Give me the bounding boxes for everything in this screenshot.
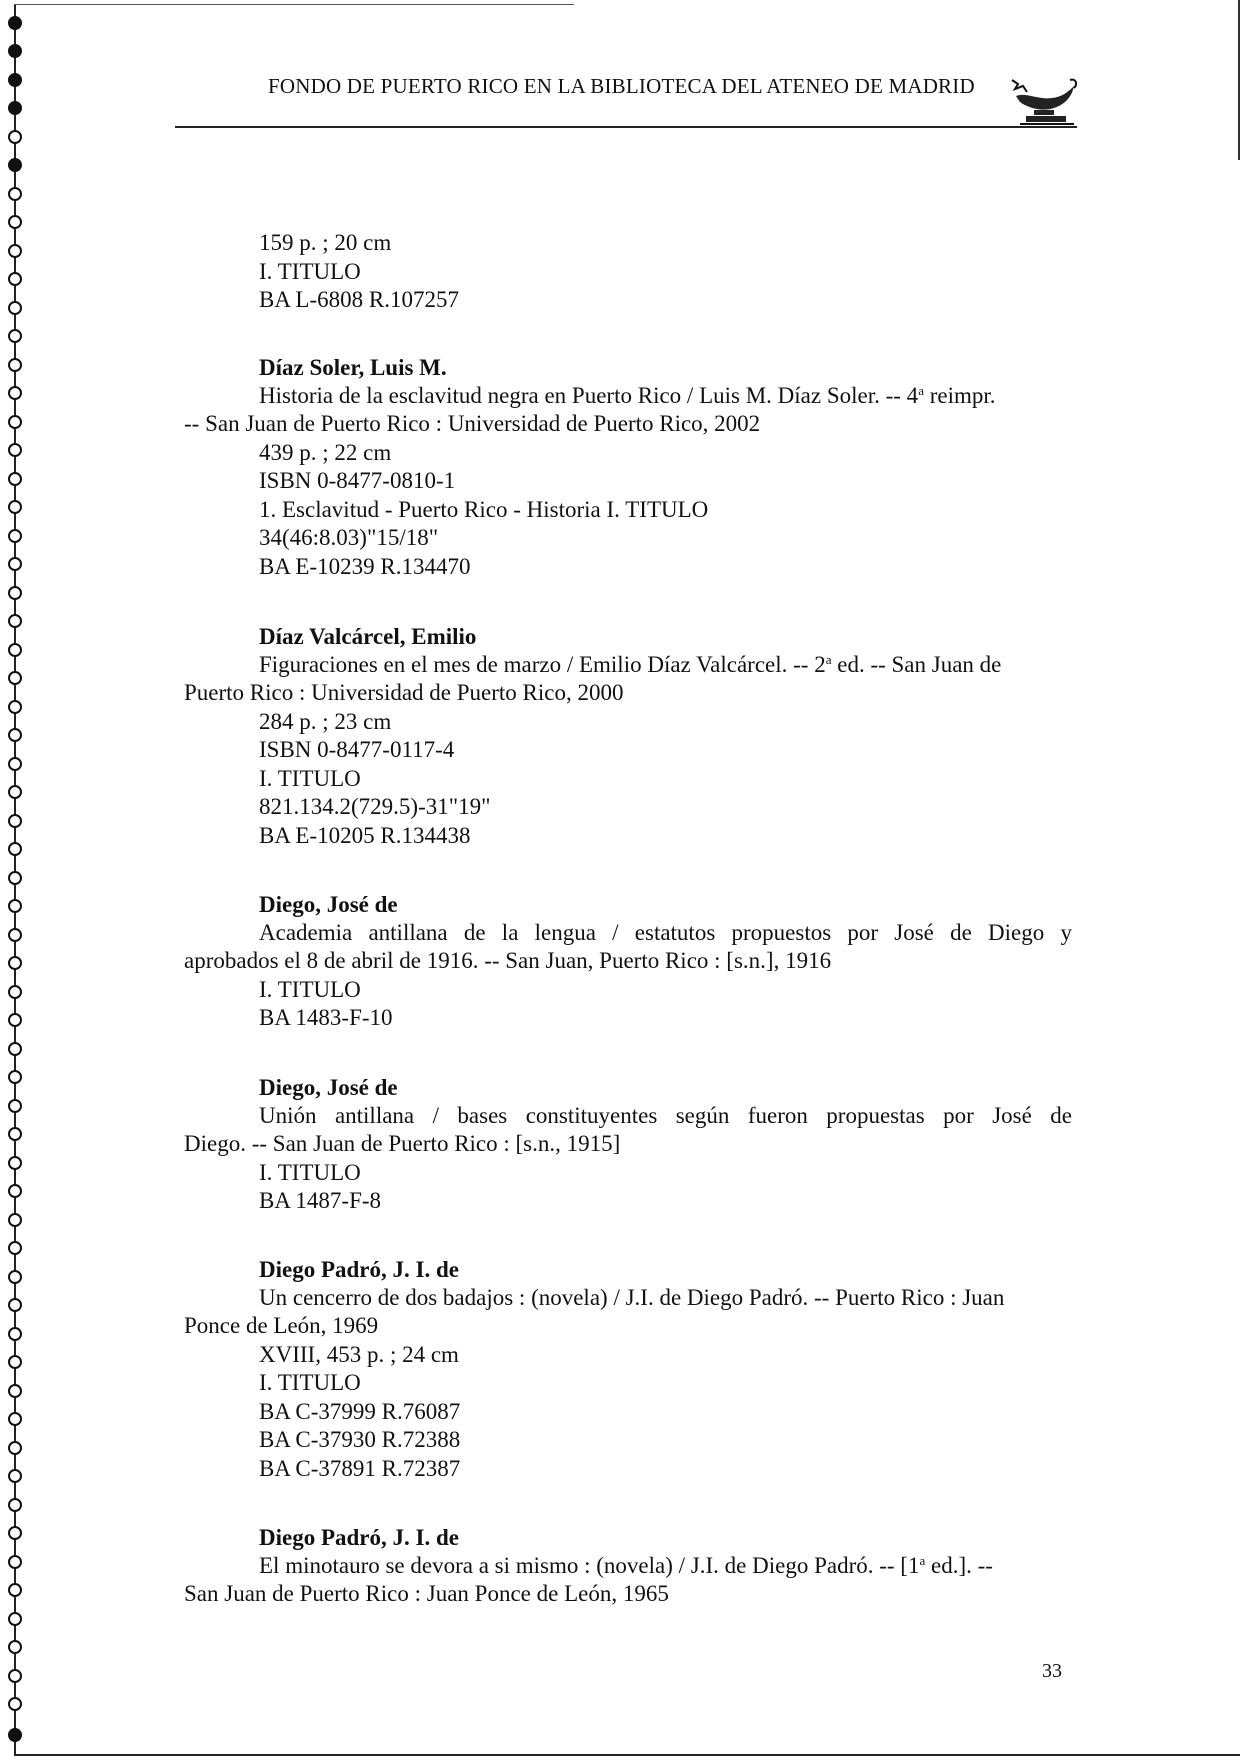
punch-hole	[8, 44, 22, 58]
punch-hole	[8, 1441, 22, 1455]
entry-line: Ponce de León, 1969	[184, 1313, 379, 1338]
punch-hole	[8, 614, 22, 628]
punch-hole	[8, 358, 22, 372]
entry-line: BA C-37891 R.72387	[259, 1456, 461, 1481]
entry-line: I. TITULO	[259, 766, 361, 791]
entry-line: BA E-10205 R.134438	[259, 823, 471, 848]
punch-hole	[8, 1213, 22, 1227]
punch-hole	[8, 728, 22, 742]
entry-line: BA E-10239 R.134470	[259, 554, 471, 579]
punch-hole	[8, 1298, 22, 1312]
header-rule	[175, 126, 1077, 128]
punch-hole	[8, 272, 22, 286]
punch-hole	[8, 500, 22, 514]
punch-hole	[8, 386, 22, 400]
punch-hole	[8, 757, 22, 771]
entry-line: 34(46:8.03)"15/18"	[259, 525, 439, 550]
entry-author: Diego, José de	[259, 892, 398, 917]
entry-line: I. TITULO	[259, 1370, 361, 1395]
punch-hole	[8, 1099, 22, 1113]
entry-line: 821.134.2(729.5)-31"19"	[259, 794, 491, 819]
punch-hole	[8, 16, 22, 30]
punch-hole	[8, 928, 22, 942]
punch-hole	[8, 1127, 22, 1141]
punch-hole	[8, 1270, 22, 1284]
oil-lamp-icon	[1008, 70, 1080, 126]
entry-line: -- San Juan de Puerto Rico : Universidad de Puerto Rico, 2002	[184, 411, 761, 436]
punch-hole	[8, 1640, 22, 1654]
page-frame	[14, 4, 1240, 1756]
punch-hole	[8, 1184, 22, 1198]
punch-hole	[8, 187, 22, 201]
entry-author: Diego Padró, J. I. de	[259, 1525, 459, 1550]
punch-hole	[8, 871, 22, 885]
punch-hole	[8, 1612, 22, 1626]
entry-author: Diego, José de	[259, 1075, 398, 1100]
entry-line: 284 p. ; 23 cm	[259, 709, 392, 734]
page-number: 33	[1042, 1660, 1062, 1682]
punch-hole	[8, 1013, 22, 1027]
punch-hole	[8, 215, 22, 229]
punch-hole	[8, 1583, 22, 1597]
punch-hole	[8, 899, 22, 913]
punch-hole	[8, 1355, 22, 1369]
punch-hole	[8, 158, 22, 172]
entry-line: BA 1487-F-8	[259, 1188, 382, 1213]
entry-line: El minotauro se devora a si mismo : (novela) / J.I. de Diego Padró. -- [1$^a$ ed.]. --	[259, 1553, 993, 1578]
punch-hole	[8, 1555, 22, 1569]
punch-holes	[0, 0, 34, 1760]
punch-hole	[8, 985, 22, 999]
punch-hole	[8, 443, 22, 457]
punch-hole	[8, 1526, 22, 1540]
top-rule	[14, 4, 574, 5]
punch-hole	[8, 1156, 22, 1170]
punch-hole	[8, 101, 22, 115]
punch-hole	[8, 814, 22, 828]
punch-hole	[8, 329, 22, 343]
punch-hole	[8, 1728, 22, 1742]
entry-line: Figuraciones en el mes de marzo / Emilio Díaz Valcárcel. -- 2$^a$ ed. -- San Juan de	[259, 652, 1002, 677]
superscript: a	[918, 383, 924, 398]
entry-line: ISBN 0-8477-0810-1	[259, 468, 456, 493]
punch-hole	[8, 73, 22, 87]
entry-line: BA 1483-F-10	[259, 1005, 393, 1030]
entry-line: BA C-37930 R.72388	[259, 1427, 461, 1452]
punch-hole	[8, 1042, 22, 1056]
running-header: FONDO DE PUERTO RICO EN LA BIBLIOTECA DEL ATENEO DE MADRID	[268, 74, 975, 98]
punch-hole	[8, 244, 22, 258]
punch-hole	[8, 301, 22, 315]
entry-line: ISBN 0-8477-0117-4	[259, 737, 455, 762]
punch-hole	[8, 529, 22, 543]
punch-hole	[8, 472, 22, 486]
entry-line: Diego. -- San Juan de Puerto Rico : [s.n., 1915]	[184, 1131, 621, 1156]
superscript: a	[919, 1553, 926, 1568]
entry-line: Un cencerro de dos badajos : (novela) / J.I. de Diego Padró. -- Puerto Rico : Juan	[259, 1285, 1005, 1310]
punch-hole	[8, 643, 22, 657]
entry-line: I. TITULO	[259, 259, 361, 284]
entry-line: Unión antillana / bases constituyentes según fueron propuestas por José de	[259, 1103, 1072, 1128]
entry-line: 159 p. ; 20 cm	[259, 230, 392, 255]
punch-hole	[8, 1327, 22, 1341]
punch-hole	[8, 842, 22, 856]
superscript: a	[825, 652, 832, 667]
punch-hole	[8, 700, 22, 714]
punch-hole	[8, 1469, 22, 1483]
punch-hole	[8, 1669, 22, 1683]
entry-line: Academia antillana de la lengua / estatutos propuestos por José de Diego y	[259, 920, 1072, 945]
entry-line: 439 p. ; 22 cm	[259, 440, 392, 465]
punch-hole	[8, 1498, 22, 1512]
punch-hole	[8, 785, 22, 799]
entry-author: Diego Padró, J. I. de	[259, 1257, 459, 1282]
punch-hole	[8, 956, 22, 970]
entry-author: Díaz Valcárcel, Emilio	[259, 624, 477, 649]
punch-hole	[8, 671, 22, 685]
punch-hole	[8, 586, 22, 600]
entry-line: San Juan de Puerto Rico : Juan Ponce de León, 1965	[184, 1581, 669, 1606]
punch-hole	[8, 1241, 22, 1255]
punch-hole	[8, 1384, 22, 1398]
punch-hole	[8, 1697, 22, 1711]
entry-line: BA C-37999 R.76087	[259, 1399, 461, 1424]
right-edge	[1238, 0, 1240, 160]
entry-line: 1. Esclavitud - Puerto Rico - Historia I. TITULO	[259, 497, 709, 522]
entry-line: BA L-6808 R.107257	[259, 287, 459, 312]
punch-hole	[8, 1070, 22, 1084]
entry-line: Puerto Rico : Universidad de Puerto Rico, 2000	[184, 680, 624, 705]
punch-hole	[8, 415, 22, 429]
entry-line: Historia de la esclavitud negra en Puerto Rico / Luis M. Díaz Soler. -- 4$^a$ reimpr.	[259, 383, 996, 408]
punch-hole	[8, 557, 22, 571]
entry-line: I. TITULO	[259, 1160, 361, 1185]
punch-hole	[8, 1412, 22, 1426]
punch-hole	[8, 130, 22, 144]
entry-author: Díaz Soler, Luis M.	[259, 355, 447, 380]
entry-line: I. TITULO	[259, 977, 361, 1002]
entry-line: aprobados el 8 de abril de 1916. -- San Juan, Puerto Rico : [s.n.], 1916	[184, 948, 832, 973]
entry-line: XVIII, 453 p. ; 24 cm	[259, 1342, 459, 1367]
